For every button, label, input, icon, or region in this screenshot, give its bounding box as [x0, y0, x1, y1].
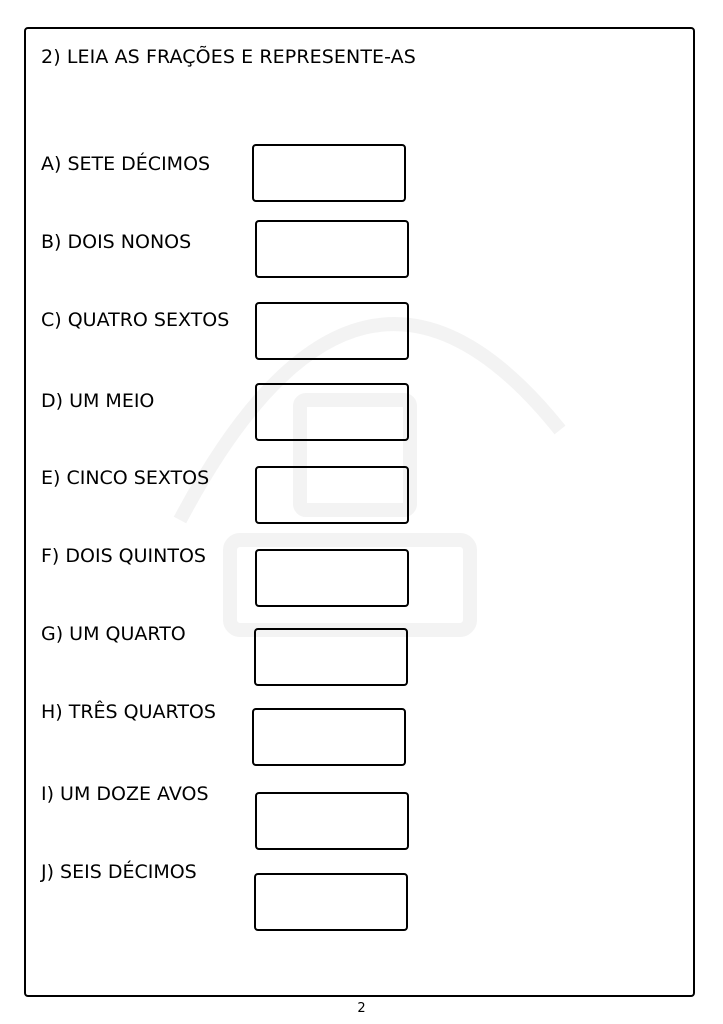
item-label-b: B) DOIS NONOS — [41, 231, 192, 253]
item-label-j: J) SEIS DÉCIMOS — [41, 861, 197, 883]
page-number: 2 — [357, 1001, 366, 1016]
answer-box-a[interactable] — [252, 144, 406, 202]
answer-box-f[interactable] — [255, 549, 409, 607]
item-label-a: A) SETE DÉCIMOS — [41, 153, 211, 175]
item-label-h: H) TRÊS QUARTOS — [41, 701, 216, 723]
item-label-e: E) CINCO SEXTOS — [41, 467, 210, 489]
answer-box-h[interactable] — [252, 708, 406, 766]
item-label-d: D) UM MEIO — [41, 390, 155, 412]
item-label-g: G) UM QUARTO — [41, 623, 186, 645]
answer-box-e[interactable] — [255, 466, 409, 524]
answer-box-i[interactable] — [255, 792, 409, 850]
item-label-i: I) UM DOZE AVOS — [41, 783, 209, 805]
item-label-f: F) DOIS QUINTOS — [41, 545, 206, 567]
item-label-c: C) QUATRO SEXTOS — [41, 309, 230, 331]
answer-box-b[interactable] — [255, 220, 409, 278]
answer-box-c[interactable] — [255, 302, 409, 360]
answer-box-d[interactable] — [255, 383, 409, 441]
instruction-heading: 2) LEIA AS FRAÇÕES E REPRESENTE-AS — [41, 46, 416, 68]
answer-box-j[interactable] — [254, 873, 408, 931]
answer-box-g[interactable] — [254, 628, 408, 686]
